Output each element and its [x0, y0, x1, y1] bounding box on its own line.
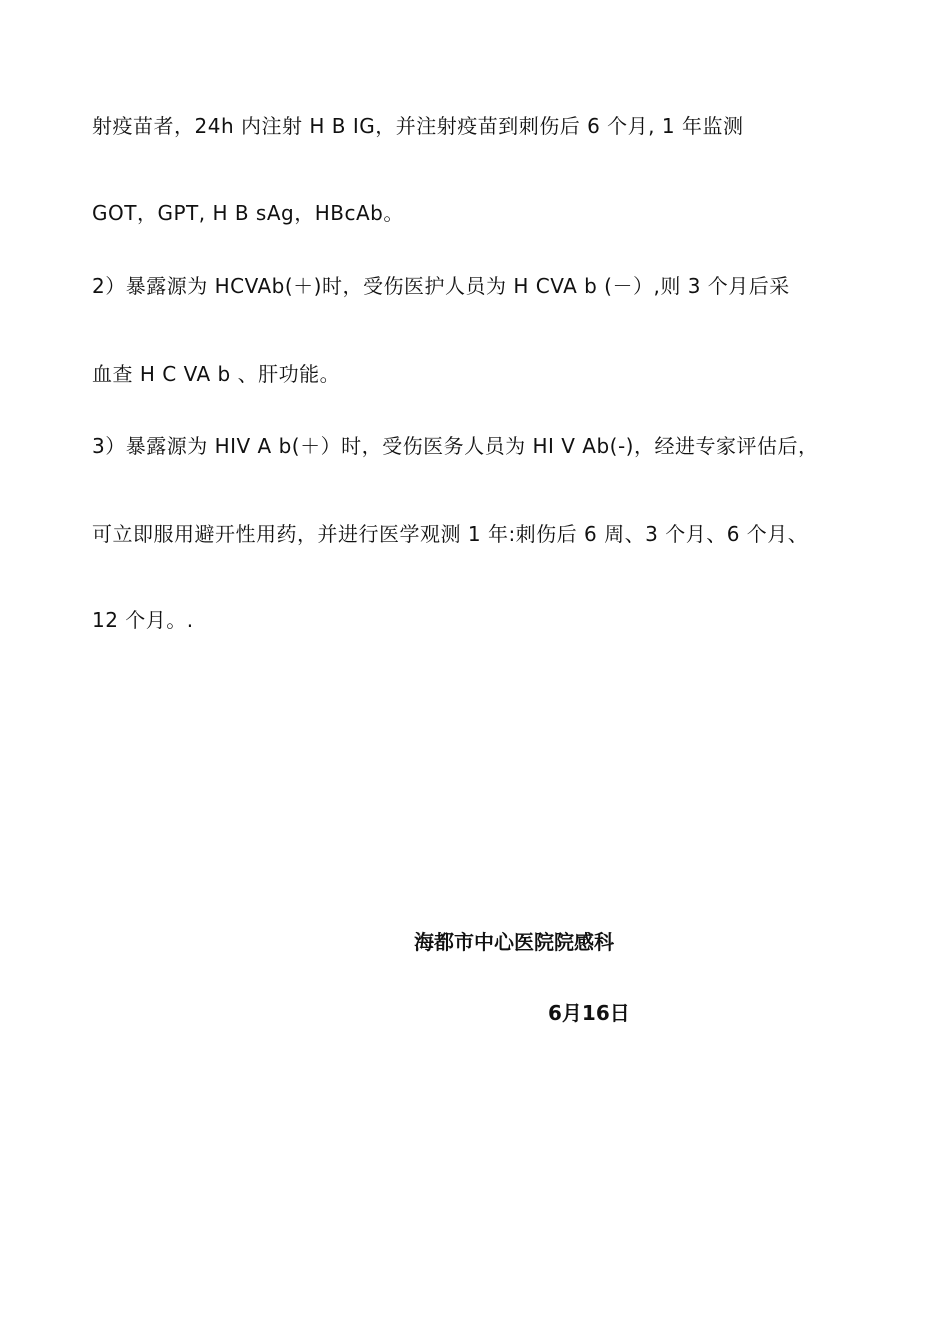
- signature-organization: 海都市中心医院院感科: [414, 930, 614, 954]
- body-line-1: 射疫苗者，24h 内注射 H B IG，并注射疫苗到刺伤后 6 个月, 1 年监测: [92, 114, 744, 138]
- body-line-5: 3）暴露源为 HIV A b(＋）时，受伤医务人员为 HI V Ab(-)，经进专家评估后，: [92, 434, 819, 458]
- signature-date: 6月16日: [548, 1001, 630, 1025]
- body-line-7: 12 个月。.: [92, 608, 194, 632]
- body-line-2: GOT，GPT, H B sAg，HBcAb。: [92, 201, 404, 225]
- body-line-6: 可立即服用避开性用药，并进行医学观测 1 年:刺伤后 6 周、3 个月、6 个月、: [92, 522, 809, 546]
- body-line-3: 2）暴露源为 HCVAb(＋)时，受伤医护人员为 H CVA b (－）,则 3 个月后采: [92, 274, 790, 298]
- body-line-4: 血查 H C VA b 、肝功能。: [92, 362, 341, 386]
